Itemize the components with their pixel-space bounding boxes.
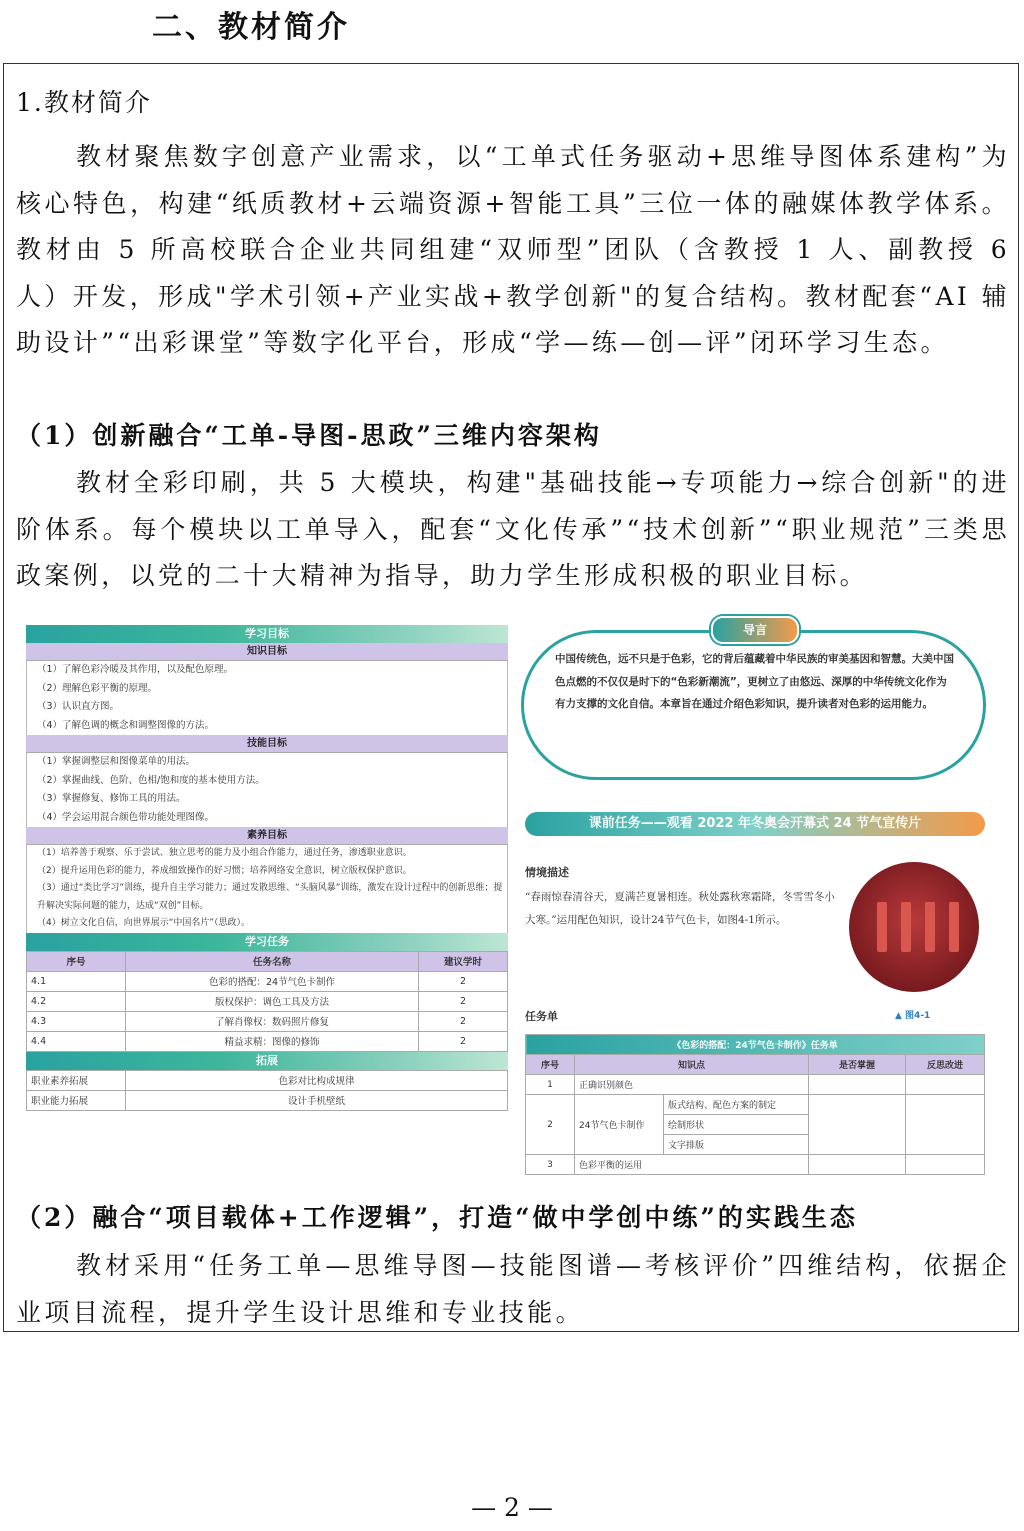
list-item: （2）提升运用色彩的能力，养成细致操作的好习惯；培养网络安全意识，树立版权保护意识。 — [37, 865, 412, 876]
table-cell: 了解肖像权：数码照片修复 — [126, 1011, 419, 1031]
card-tag — [877, 902, 887, 952]
table-cell — [809, 1095, 906, 1155]
table-cell: 职业素养拓展 — [27, 1070, 126, 1090]
knowledge-title: 知识目标 — [26, 643, 508, 661]
table-cell: 2 — [526, 1095, 575, 1155]
subsection-title: 1.教材简介 — [16, 88, 152, 117]
card-tag — [901, 902, 911, 952]
list-item: （2）理解色彩平衡的原理。 — [37, 682, 158, 694]
section-title: 二、教材简介 — [152, 10, 350, 45]
pre-class-task-ribbon: 课前任务——观看 2022 年冬奥会开幕式 24 节气宣传片 — [525, 812, 985, 836]
table-cell: 版式结构、配色方案的制定 — [664, 1095, 809, 1115]
list-item: （3）认识直方图。 — [37, 701, 120, 712]
extension-title: 拓展 — [26, 1052, 508, 1070]
list-item: （1）了解色彩冷暖及其作用，以及配色原理。 — [37, 664, 234, 675]
task-sheet-label: 任务单 — [525, 1010, 558, 1023]
table-header: 任务名称 — [126, 951, 419, 971]
table-row — [526, 1155, 985, 1175]
intro-text: 中国传统色，远不只是于色彩，它的背后蕴藏着中华民族的审美基因和智慧。大美中国色点燃的不仅仅是时下的“色彩新潮流”，更树立了由悠远、深厚的中华传统文化作为有力支撑的文化自信。本章旨在通过介绍色彩知识，提升读者对色彩的运用能力。 — [555, 653, 954, 710]
table-row — [27, 1031, 508, 1051]
list-item: （4）学会运用混合颜色带功能处理图像。 — [37, 811, 215, 823]
objectives-title: 学习目标 — [26, 625, 508, 643]
table-cell: 2 — [419, 1011, 508, 1031]
table-header: 知识点 — [575, 1055, 809, 1075]
table-row — [27, 971, 508, 991]
table-cell: 精益求精：图像的修饰 — [126, 1031, 419, 1051]
table-cell: 绘制形状 — [664, 1115, 809, 1135]
table-row — [526, 1075, 985, 1095]
table-cell — [809, 1155, 906, 1175]
table-row — [27, 1090, 508, 1110]
table-cell — [809, 1075, 906, 1095]
table-cell: 正确识别颜色 — [575, 1075, 809, 1095]
table-cell: 2 — [419, 991, 508, 1011]
point1-paragraph: 教材全彩印刷，共 5 大模块，构建"基础技能→专项能力→综合创新"的进阶体系。每个模块以工单导入，配套“文化传承”“技术创新”“职业规范”三类思政案例，以党的二十大精神为指导，助力学生形成积极的职业目标。 — [16, 468, 1010, 590]
list-item: （4）树立文化自信，向世界展示“中国名片”（思政）。 — [37, 918, 251, 928]
list-item: （4）了解色调的概念和调整图像的方法。 — [37, 719, 215, 731]
intro-paragraph: 教材聚焦数字创意产业需求，以“工单式任务驱动+思维导图体系建构”为核心特色，构建“纸质教材+云端资源+智能工具”三位一体的融媒体教学体系。教材由 5 所高校联合企业共同组建“双师型”团队（含教授 1 人、副教授 6 人）开发，形成"学术引领+产业实战+教学创新"的复合结构。教材配套“AI 辅助设计”“出彩课堂”等数字化平台，形成“学—练—创—评”闭环学习生态。 — [16, 142, 1010, 357]
task-sheet-table — [525, 1034, 985, 1175]
quality-list — [26, 845, 508, 933]
intro-badge: 导言 — [711, 616, 799, 644]
table-cell: 色彩平衡的运用 — [575, 1155, 809, 1175]
table-cell: 色彩的搭配：24节气色卡制作 — [126, 971, 419, 991]
table-cell: 文字排版 — [668, 1141, 705, 1151]
table-cell: 4.4 — [27, 1031, 126, 1051]
table-cell — [906, 1075, 985, 1095]
table-cell: 2 — [419, 971, 508, 991]
task-sheet-title: 《色彩的搭配：24节气色卡制作》任务单 — [526, 1035, 985, 1055]
task-table — [26, 951, 508, 1052]
table-cell: 职业能力拓展 — [27, 1090, 126, 1110]
table-row — [27, 1070, 508, 1090]
color-card-image — [849, 862, 979, 992]
task-title: 学习任务 — [26, 933, 508, 951]
chapter-intro-figure — [521, 612, 986, 1177]
table-cell: 色彩对比构成规律 — [126, 1070, 508, 1090]
extension-table — [26, 1070, 508, 1111]
table-header: 是否掌握 — [809, 1055, 906, 1075]
list-item: （2）掌握曲线、色阶、色相/饱和度的基本使用方法。 — [37, 774, 265, 786]
scene-text: “春雨惊春清谷天，夏满芒夏暑相连。秋处露秋寒霜降，冬雪雪冬小大寒。”运用配色知识，设计24节气色卡，如图4-1所示。 — [525, 891, 835, 926]
learning-objectives-figure — [26, 625, 508, 1165]
table-header: 建议学时 — [419, 951, 508, 971]
list-item: （3）掌握修复、修饰工具的用法。 — [37, 793, 186, 804]
table-cell: 4.3 — [27, 1011, 126, 1031]
table-row — [27, 1011, 508, 1031]
table-cell: 4.1 — [27, 971, 126, 991]
table-cell: 版权保护：调色工具及方法 — [126, 991, 419, 1011]
point2-heading: （2）融合“项目载体+工作逻辑”，打造“做中学创中练”的实践生态 — [16, 1203, 858, 1232]
knowledge-list — [26, 661, 508, 735]
table-row — [526, 1095, 985, 1155]
table-cell: 2 — [419, 1031, 508, 1051]
scene-title: 情境描述 — [525, 866, 569, 879]
table-header: 序号 — [27, 951, 126, 971]
table-header: 反思改进 — [906, 1055, 985, 1075]
table-cell — [575, 1095, 809, 1155]
table-row — [27, 991, 508, 1011]
table-cell: 3 — [526, 1155, 575, 1175]
skill-list — [26, 753, 508, 827]
card-tag — [925, 902, 935, 952]
table-cell: 4.2 — [27, 991, 126, 1011]
list-item: （1）培养善于观察、乐于尝试、独立思考的能力及小组合作能力，通过任务，渗透职业意识。 — [37, 848, 412, 858]
table-cell — [906, 1155, 985, 1175]
table-cell: 设计手机壁纸 — [126, 1090, 508, 1110]
table-cell — [906, 1095, 985, 1155]
page-number: — 2 — — [471, 1493, 553, 1522]
list-item: （3）通过“类比学习”训练，提升自主学习能力；通过发散思维、“头脑风暴”训练，激发在设计过程中的创新思维；提升解决实际问题的能力，达成“双创”目标。 — [37, 883, 503, 911]
table-header: 序号 — [526, 1055, 575, 1075]
figure-caption: ▲ 图4-1 — [895, 1011, 931, 1021]
card-tag — [949, 902, 959, 952]
skill-title: 技能目标 — [26, 735, 508, 753]
table-cell: 1 — [526, 1075, 575, 1095]
point1-heading: （1）创新融合“工单-导图-思政”三维内容架构 — [16, 421, 602, 450]
table-cell: 24节气色卡制作 — [575, 1095, 664, 1154]
quality-title: 素养目标 — [26, 827, 508, 845]
point2-paragraph: 教材采用“任务工单—思维导图—技能图谱—考核评价”四维结构，依据企业项目流程，提升学生设计思维和专业技能。 — [16, 1251, 1010, 1327]
list-item: （1）掌握调整层和图像菜单的用法。 — [37, 756, 196, 767]
